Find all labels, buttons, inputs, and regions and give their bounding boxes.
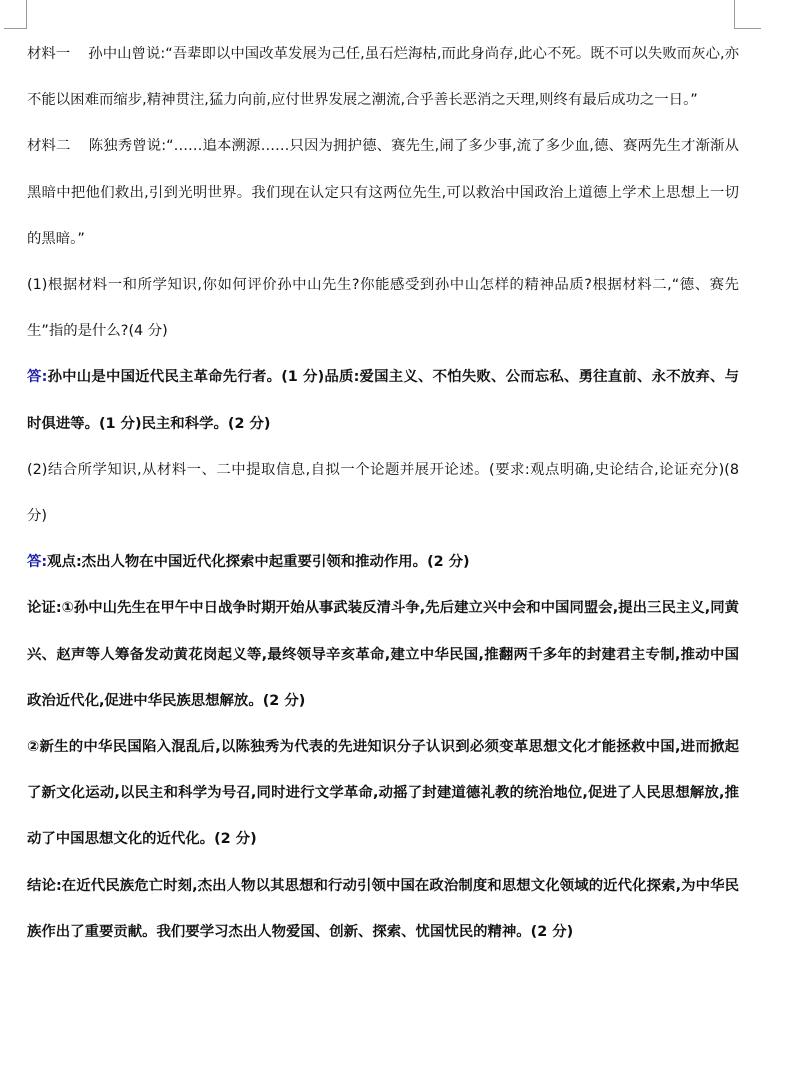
material-one-label: 材料一 — [27, 46, 71, 62]
material-two-text: 陈独秀曾说:“……追本溯源……只因为拥护德、赛先生,闹了多少事,流了多少血,德、赛两先生才渐渐从黑暗中把他们救出,引到光明世界。我们现在认定只有这两位先生,可以救治中国政治上道德上学术上思想上一切的黑暗。” — [27, 138, 739, 247]
answer-two-viewpoint: 观点:杰出人物在中国近代化探索中起重要引领和推动作用。(2 分) — [47, 554, 470, 571]
material-two-paragraph — [27, 123, 739, 262]
material-one-text: 孙中山曾说:“吾辈即以中国改革发展为己任,虽石烂海枯,而此身尚存,此心不死。既不可以失败而灰心,亦不能以困难而缩步,精神贯注,猛力向前,应付世界发展之潮流,合乎善长恶消之天理,则终有最后成功之一日。” — [27, 46, 739, 109]
answer-two-argument-two: ②新生的中华民国陷入混乱后,以陈独秀为代表的先进知识分子认识到必须变革思想文化才能拯救中国,进而掀起了新文化运动,以民主和科学为号召,同时进行文学革命,动摇了封建道德礼教的统治地位,促进了人民思想解放,推动了中国思想文化的近代化。(2 分) — [27, 739, 739, 848]
answer-one-label: 答: — [27, 369, 48, 386]
document-body — [27, 31, 739, 955]
question-two: (2)结合所学知识,从材料一、二中提取信息,自拟一个论题并展开论述。(要求:观点明确,史论结合,论证充分)(8 分) — [27, 461, 739, 525]
answer-one-paragraph — [27, 354, 739, 446]
answer-two-label: 答: — [27, 554, 48, 571]
crop-mark-top-right — [734, 0, 761, 29]
answer-two-argument-one: 论证:①孙中山先生在甲午中日战争时期开始从事武装反清斗争,先后建立兴中会和中国同盟会,提出三民主义,同黄兴、赵声等人筹备发动黄花岗起义等,最终领导辛亥革命,建立中华民国,推翻两千多年的封建君主专制,推动中国政治近代化,促进中华民族思想解放。(2 分) — [27, 600, 739, 709]
answer-one-text: 孙中山是中国近代民主革命先行者。(1 分)品质:爱国主义、不怕失败、公而忘私、勇往直前、永不放弃、与时俱进等。(1 分)民主和科学。(2 分) — [27, 369, 739, 432]
material-one-paragraph — [27, 31, 739, 123]
answer-two-conclusion: 结论:在近代民族危亡时刻,杰出人物以其思想和行动引领中国在政治制度和思想文化领域的近代化探索,为中华民族作出了重要贡献。我们要学习杰出人物爱国、创新、探索、忧国忧民的精神。(2 分) — [27, 877, 739, 940]
answer-two-viewpoint-paragraph — [27, 539, 739, 585]
material-two-label: 材料二 — [27, 138, 71, 155]
question-one: (1)根据材料一和所学知识,你如何评价孙中山先生?你能感受到孙中山怎样的精神品质?根据材料二,“德、赛先生”指的是什么?(4 分) — [27, 277, 739, 340]
crop-mark-top-left — [4, 0, 27, 29]
